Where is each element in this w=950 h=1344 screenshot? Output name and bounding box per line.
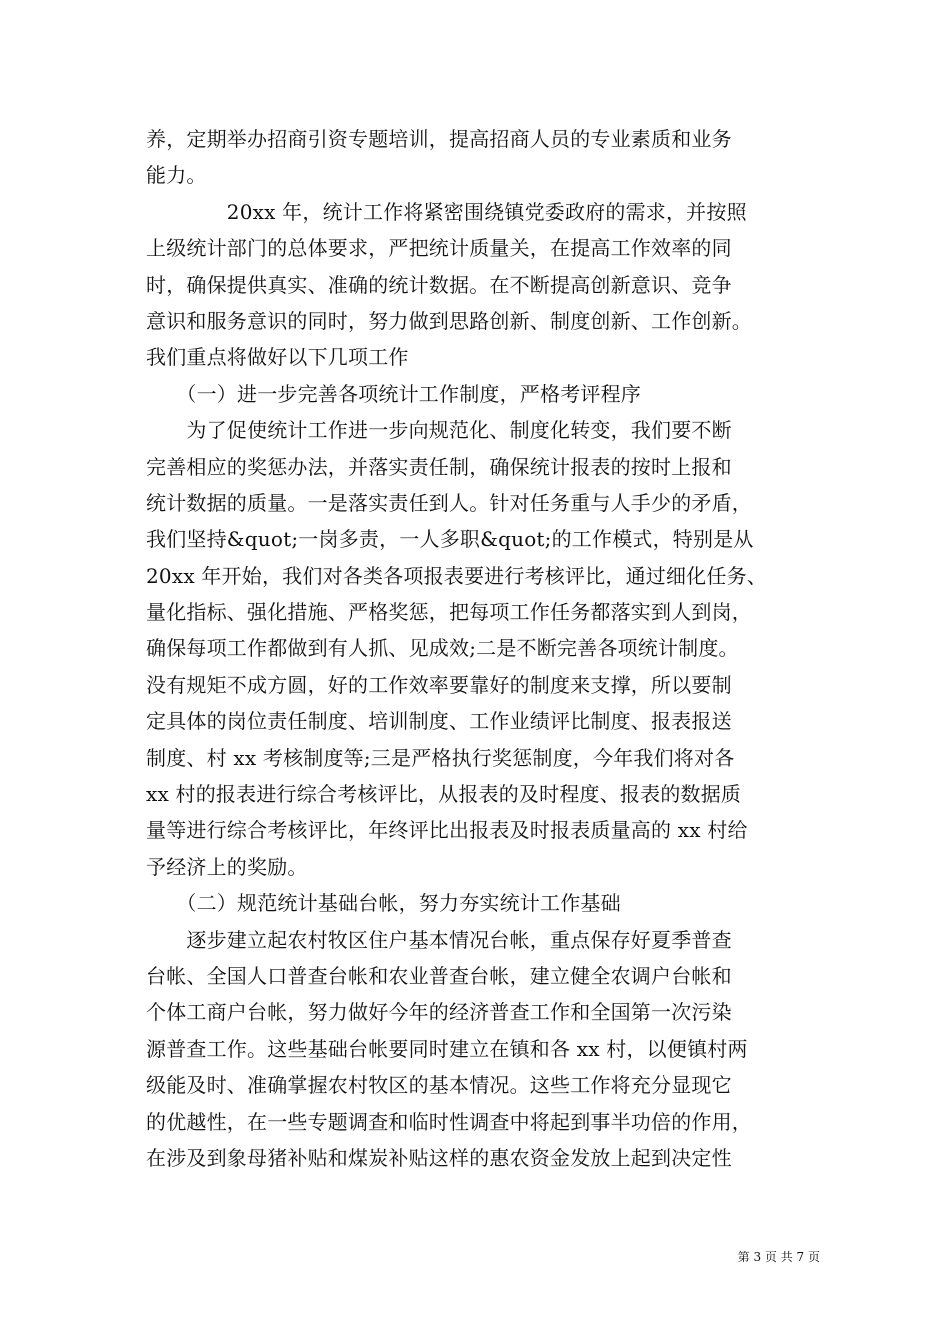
text-line: 我们坚持&quot;一岗多责，一人多职&quot;的工作模式，特别是从 bbox=[146, 527, 754, 552]
text-line: 统计数据的质量。一是落实责任到人。针对任务重与人手少的矛盾， bbox=[146, 490, 752, 515]
text-line: xx 村的报表进行综合考核评比，从报表的及时程度、报表的数据质 bbox=[146, 782, 742, 807]
section-heading: （一）进一步完善各项统计工作制度，严格考评程序 bbox=[146, 381, 641, 406]
text-line: 个体工商户台帐，努力做好今年的经济普查工作和全国第一次污染 bbox=[146, 1000, 732, 1025]
text-line: 逐步建立起农村牧区住户基本情况台帐，重点保存好夏季普查 bbox=[146, 927, 732, 952]
text-line: 养，定期举办招商引资专题培训，提高招商人员的专业素质和业务 bbox=[146, 127, 732, 151]
text-line: 时，确保提供真实、准确的统计数据。在不断提高创新意识、竞争 bbox=[146, 272, 732, 297]
text-line: 意识和服务意识的同时，努力做到思路创新、制度创新、工作创新。 bbox=[146, 308, 752, 333]
text-line: 在涉及到象母猪补贴和煤炭补贴这样的惠农资金发放上起到决定性 bbox=[146, 1145, 732, 1170]
text-line: 我们重点将做好以下几项工作 bbox=[146, 345, 409, 370]
text-line: 没有规矩不成方圆，好的工作效率要靠好的制度来支撑，所以要制 bbox=[146, 672, 732, 697]
text-line: 制度、村 xx 考核制度等;三是严格执行奖惩制度，今年我们将对各 bbox=[146, 745, 735, 770]
text-line: 定具体的岗位责任制度、培训制度、工作业绩评比制度、报表报送 bbox=[146, 709, 732, 734]
text-line: 源普查工作。这些基础台帐要同时建立在镇和各 xx 村，以便镇村两 bbox=[146, 1036, 748, 1061]
text-line: 完善相应的奖惩办法，并落实责任制，确保统计报表的按时上报和 bbox=[146, 454, 732, 479]
section-heading: （二）规范统计基础台帐，努力夯实统计工作基础 bbox=[146, 891, 621, 916]
text-line: 级能及时、准确掌握农村牧区的基本情况。这些工作将充分显现它 bbox=[146, 1073, 732, 1098]
text-line: 量化指标、强化措施、严格奖惩，把每项工作任务都落实到人到岗， bbox=[146, 600, 752, 625]
text-line: 量等进行综合考核评比，年终评比出报表及时报表质量高的 xx 村给 bbox=[146, 818, 748, 843]
text-line: 予经济上的奖励。 bbox=[146, 854, 308, 879]
page-number: 第 3 页 共 7 页 bbox=[737, 1250, 820, 1264]
text-line: 上级统计部门的总体要求，严把统计质量关，在提高工作效率的同 bbox=[146, 236, 732, 261]
text-line: 20xx 年，统计工作将紧密围绕镇党委政府的需求，并按照 bbox=[146, 199, 747, 224]
text-line: 为了促使统计工作进一步向规范化、制度化转变，我们要不断 bbox=[146, 418, 732, 443]
text-line: 台帐、全国人口普查台帐和农业普查台帐，建立健全农调户台帐和 bbox=[146, 963, 732, 988]
text-line: 20xx 年开始，我们对各类各项报表要进行考核评比，通过细化任务、 bbox=[146, 563, 767, 588]
text-line: 确保每项工作都做到有人抓、见成效;二是不断完善各项统计制度。 bbox=[146, 636, 739, 661]
body-text bbox=[146, 121, 814, 1176]
text-line: 的优越性，在一些专题调查和临时性调查中将起到事半功倍的作用， bbox=[146, 1109, 752, 1134]
text-line: 能力。 bbox=[146, 163, 207, 188]
